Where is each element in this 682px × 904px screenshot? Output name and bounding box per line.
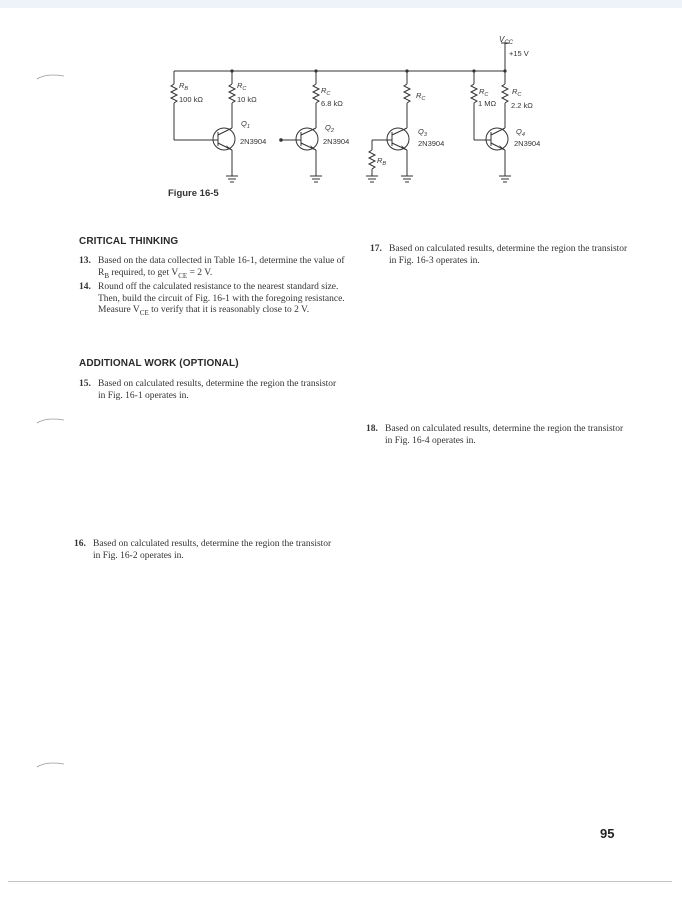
- svg-text:100 kΩ: 100 kΩ: [179, 95, 203, 104]
- svg-text:10 kΩ: 10 kΩ: [237, 95, 257, 104]
- svg-text:RC: $R_C$: [321, 86, 331, 97]
- svg-text:+15 V: +15 V: [509, 49, 529, 58]
- margin-mark-2: [36, 416, 66, 426]
- svg-text:2N3904: 2N3904: [240, 137, 267, 146]
- rc3-resistor: [404, 84, 410, 103]
- question-14: 14. Round off the calculated resistance to the nearest standard size. Then, build the circuit of Fig. 16-1 with the foregoing resistance. Measure $V_{CE}$ to verify that it is reasonably close to 2 V.: [79, 282, 345, 317]
- margin-mark-3: [36, 760, 66, 770]
- question-16: 16. Based on calculated results, determine the region the transistor in Fig. 16-2 operates in.: [74, 539, 332, 561]
- svg-text:RC: $R_C$: [479, 87, 489, 98]
- question-17: 17. Based on calculated results, determine the region the transistor in Fig. 16-3 operates in.: [370, 244, 628, 266]
- q2-transistor: [296, 128, 318, 150]
- rb1-resistor: [171, 84, 177, 103]
- svg-text:RB: $R_B$: [377, 156, 387, 167]
- q1-transistor: [213, 128, 235, 150]
- question-13: 13. Based on the data collected in Table 16-1, determine the value of $R_B$ required, to get $V_{CE} = 2$ V.: [79, 256, 345, 280]
- svg-text:6.8 kΩ: 6.8 kΩ: [321, 99, 343, 108]
- svg-text:2N3904: 2N3904: [323, 137, 350, 146]
- question-18: 18. Based on calculated results, determine the region the transistor in Fig. 16-4 operates in.: [366, 424, 624, 446]
- svg-text:Q1: $Q_1$: [241, 119, 250, 130]
- svg-text:RC: $R_C$: [512, 87, 522, 98]
- q3-transistor: [387, 128, 409, 150]
- rc4-resistor: [502, 84, 508, 103]
- additional-work-heading: ADDITIONAL WORK (OPTIONAL): [79, 358, 239, 369]
- svg-text:VCC: $V_{CC}$: [499, 35, 514, 46]
- svg-text:RC: $R_C$: [237, 81, 247, 92]
- svg-text:2.2 kΩ: 2.2 kΩ: [511, 101, 533, 110]
- rc1-resistor: [229, 84, 235, 103]
- rc2-resistor: [313, 84, 319, 103]
- page-number: 95: [600, 826, 615, 841]
- circuit-diagram: [0, 0, 682, 200]
- q2-base-terminal: [279, 138, 283, 142]
- q4-transistor: [486, 128, 508, 150]
- critical-thinking-heading: CRITICAL THINKING: [79, 236, 179, 247]
- rb4-resistor: [471, 84, 477, 103]
- svg-text:Q2: $Q_2$: [325, 123, 334, 134]
- svg-text:RC: $R_C$: [416, 91, 426, 102]
- footer-rule: [8, 881, 672, 882]
- svg-text:2N3904: 2N3904: [418, 139, 445, 148]
- svg-text:RB: $R_B$: [179, 81, 189, 92]
- svg-text:1 MΩ: 1 MΩ: [478, 99, 497, 108]
- svg-text:Q3: $Q_3$: [418, 127, 427, 138]
- svg-text:2N3904: 2N3904: [514, 139, 541, 148]
- figure-caption: Figure 16-5: [168, 188, 219, 199]
- rb3-resistor: [369, 150, 375, 169]
- svg-text:Q4: $Q_4$: [516, 127, 525, 138]
- question-15: 15. Based on calculated results, determine the region the transistor in Fig. 16-1 operates in.: [79, 379, 337, 401]
